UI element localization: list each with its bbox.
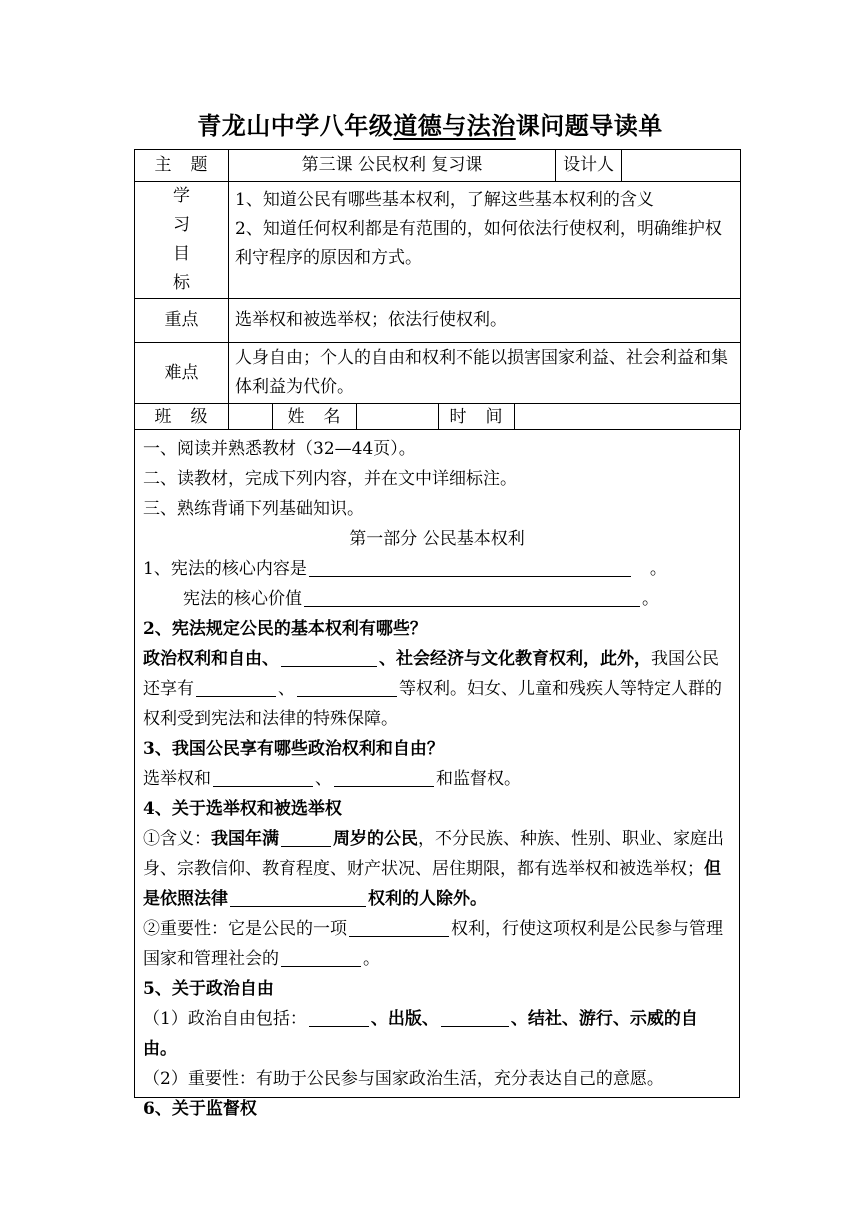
step-1: 一、阅读并熟悉教材（32—44页）。 [143, 439, 416, 459]
step-3: 三、熟练背诵下列基础知识。 [143, 499, 364, 519]
blank-field[interactable] [281, 646, 377, 667]
document-title [0, 108, 860, 144]
name-label: 姓 名 [273, 404, 357, 430]
question-6: 6、关于监督权 [143, 1099, 257, 1119]
blank-field[interactable] [230, 886, 366, 907]
difficult-row [135, 343, 741, 404]
question-4-meaning: ①含义：我国年满 周岁的公民，不分民族、种族、性别、职业、家庭出身、宗教信仰、教育程度、财产状况、居住期限，都有选举权和被选举权；但是依照法律 权利的人除外。 [143, 824, 731, 914]
difficult-value: 人身自由；个人的自由和权利不能以损害国家利益、社会利益和集体利益为代价。 [229, 343, 741, 404]
question-5-content: （1）政治自由包括： 、出版、 、结社、游行、示威的自由。 [143, 1004, 731, 1064]
info-row [135, 404, 741, 430]
question-4: 4、关于选举权和被选举权 [143, 799, 342, 819]
header-table [134, 149, 741, 430]
blank-field[interactable] [334, 766, 434, 787]
key-value: 选举权和被选举权；依法行使权利。 [229, 299, 741, 343]
question-2: 2、宪法规定公民的基本权利有哪些？ [143, 619, 427, 639]
title-part-type: 课问题导读单 [515, 112, 663, 140]
name-value[interactable] [357, 404, 439, 430]
title-part-subject: 道德与法治 [393, 112, 516, 140]
class-label: 班 级 [135, 404, 229, 430]
goals-row [135, 182, 741, 299]
question-2-answer: 政治权利和自由、 、社会经济与文化教育权利，此外，我国公民还享有 、 等权利。妇女、儿童和残疾人等特定人群的权利受到宪法和法律的特殊保障。 [143, 644, 731, 734]
subject-value: 第三课 公民权利 复习课 [229, 150, 556, 182]
content-box [134, 430, 740, 1119]
section-title: 第一部分 公民基本权利 [349, 529, 525, 549]
question-3: 3、我国公民享有哪些政治权利和自由？ [143, 739, 444, 759]
blank-field[interactable] [297, 676, 397, 697]
blank-field[interactable] [281, 946, 361, 967]
subject-row [135, 150, 741, 182]
time-label: 时 间 [439, 404, 515, 430]
question-5: 5、关于政治自由 [143, 979, 274, 999]
blank-field[interactable] [196, 676, 276, 697]
question-4-importance: ②重要性：它是公民的一项 权利，行使这项权利是公民参与管理国家和管理社会的 。 [143, 914, 731, 974]
goal-item: 2、知道任何权利都是有范围的，如何依法行使权利，明确维护权利守程序的原因和方式。 [235, 219, 722, 268]
designer-label: 设计人 [556, 150, 622, 182]
subject-label: 主 题 [135, 150, 229, 182]
time-value[interactable] [515, 404, 741, 430]
blank-field[interactable] [304, 586, 640, 607]
key-label: 重点 [135, 299, 229, 343]
blank-field[interactable] [441, 1006, 509, 1027]
difficult-label: 难点 [135, 343, 229, 404]
blank-field[interactable] [213, 766, 313, 787]
goals-label: 学 习 目 标 [135, 182, 229, 299]
blank-field[interactable] [281, 826, 331, 847]
question-3-answer: 选举权和 、 和监督权。 [143, 764, 731, 794]
question-5-importance: （2）重要性：有助于公民参与国家政治生活，充分表达自己的意愿。 [143, 1069, 664, 1089]
designer-value[interactable] [622, 150, 741, 182]
blank-field[interactable] [309, 556, 631, 577]
class-value[interactable] [229, 404, 273, 430]
blank-field[interactable] [309, 1006, 369, 1027]
question-1b: 宪法的核心价值 。 [143, 584, 731, 614]
title-part-school: 青龙山中学八年级 [197, 112, 394, 140]
question-1: 1、宪法的核心内容是 。 [143, 554, 731, 584]
key-row [135, 299, 741, 343]
blank-field[interactable] [349, 916, 449, 937]
goals-value [229, 182, 741, 299]
goal-item: 1、知道公民有哪些基本权利，了解这些基本权利的含义 [235, 190, 654, 210]
step-2: 二、读教材，完成下列内容，并在文中详细标注。 [143, 469, 517, 489]
